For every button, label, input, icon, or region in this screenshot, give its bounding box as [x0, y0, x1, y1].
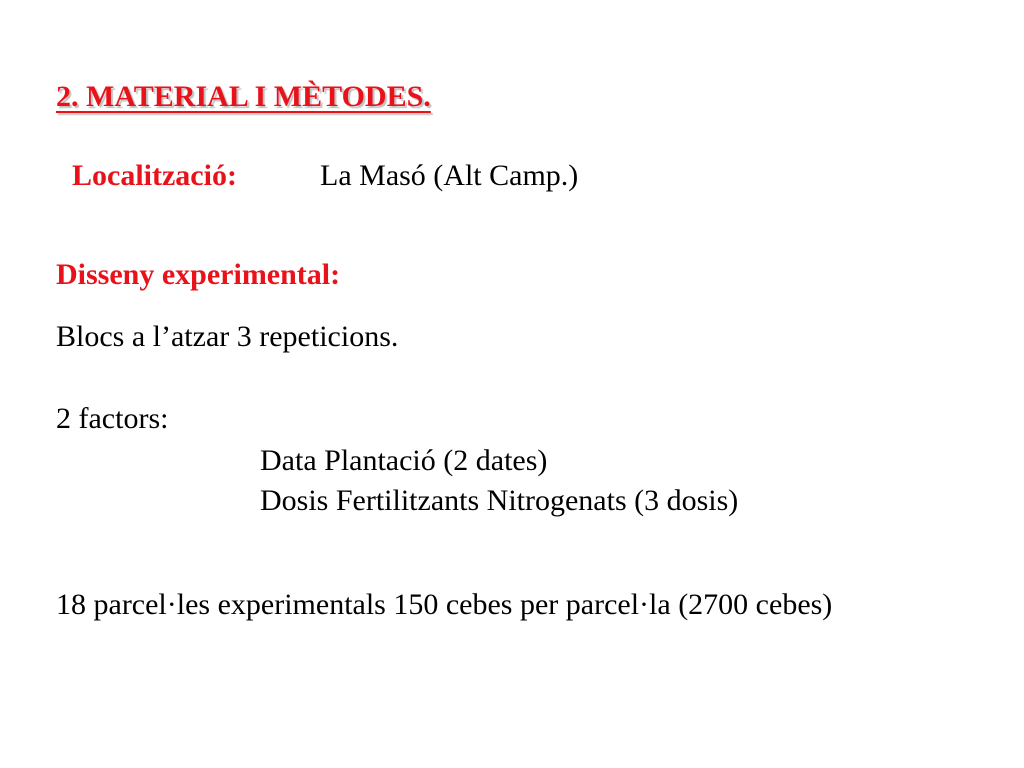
location-label: Localització: [72, 159, 237, 192]
factor-item-planting-date: Data Plantació (2 dates) [260, 444, 548, 477]
plots-text: 18 parcel·les experimentals 150 cebes per parcel·la (2700 cebes) [56, 588, 833, 621]
section-title: 2. MATERIAL I MÈTODES. [56, 80, 431, 113]
blocks-text: Blocs a l’atzar 3 repeticions. [56, 320, 399, 353]
factor-item-nitrogen-dose: Dosis Fertilitzants Nitrogenats (3 dosis) [260, 484, 739, 517]
location-value: La Masó (Alt Camp.) [320, 159, 579, 192]
design-label: Disseny experimental: [56, 258, 341, 291]
factors-label: 2 factors: [56, 402, 169, 435]
